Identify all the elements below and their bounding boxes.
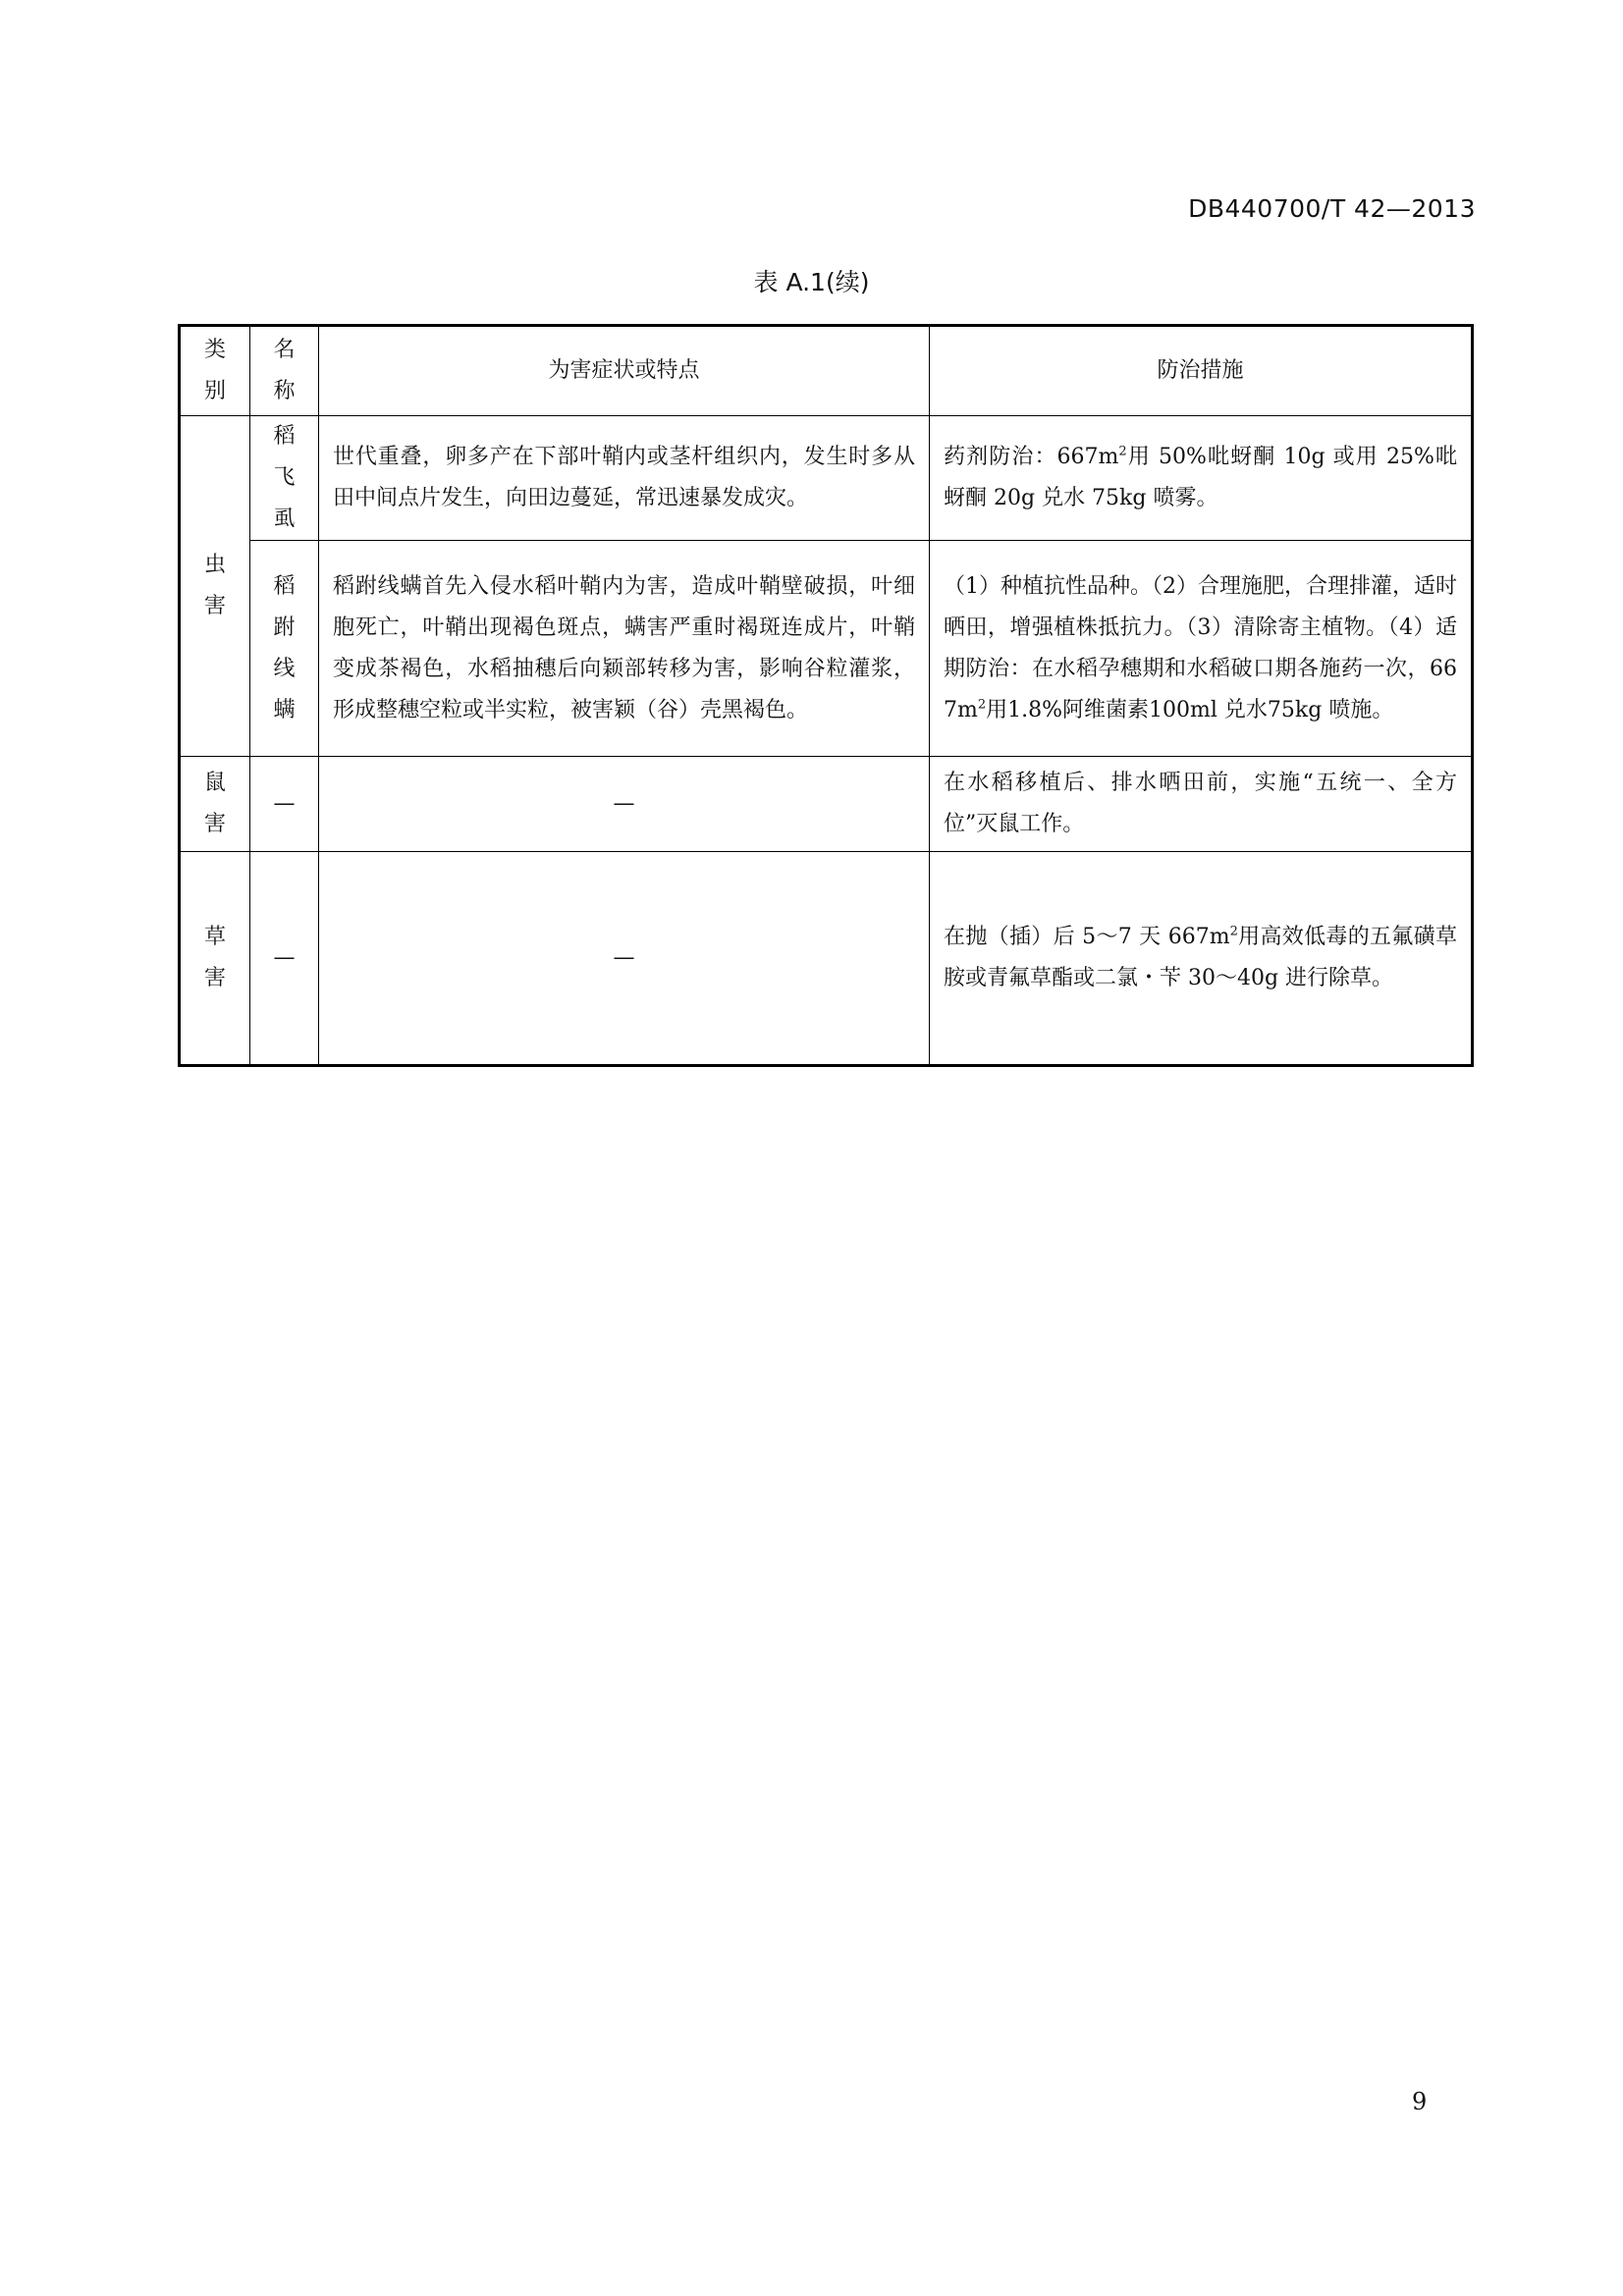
control-cell-rodent: 在水稻移植后、排水晒田前，实施“五统一、全方位”灭鼠工作。 xyxy=(930,757,1473,852)
symptoms-cell-weed: — xyxy=(319,852,930,1066)
table-header-row xyxy=(180,326,1473,416)
name-cell-rodent: — xyxy=(250,757,319,852)
document-code: DB440700/T 42—2013 xyxy=(1188,194,1476,223)
header-name: 名称 xyxy=(250,326,319,416)
table-row xyxy=(180,416,1473,541)
category-cell-weed: 草害 xyxy=(180,852,250,1066)
control-cell-planthopper: 药剂防治：$667m^2$用 50%吡蚜酮 10g 或用 25%吡蚜酮 20g 兑水 75kg 喷雾。 xyxy=(930,416,1473,541)
name-cell-planthopper: 稻飞虱 xyxy=(250,416,319,541)
symptoms-cell-rodent: — xyxy=(319,757,930,852)
control-cell-mite: （1）种植抗性品种。（2）合理施肥，合理排灌，适时晒田，增强植株抵抗力。（3）清除寄主植物。（4）适期防治：在水稻孕穗期和水稻破口期各施药一次，$667m^2$用1.8%阿维菌素100ml 兑水75kg 喷施。 xyxy=(930,541,1473,757)
header-category: 类别 xyxy=(180,326,250,416)
category-cell-insect: 虫害 xyxy=(180,416,250,757)
table-row xyxy=(180,852,1473,1066)
name-cell-weed: — xyxy=(250,852,319,1066)
header-control: 防治措施 xyxy=(930,326,1473,416)
table-title: 表 A.1(续) xyxy=(753,268,870,296)
table-row xyxy=(180,541,1473,757)
pest-control-table xyxy=(178,324,1474,1067)
category-cell-rodent: 鼠害 xyxy=(180,757,250,852)
name-cell-mite: 稻跗线螨 xyxy=(250,541,319,757)
header-symptoms: 为害症状或特点 xyxy=(319,326,930,416)
control-cell-weed: 在抛（插）后 5～7 天 $667m^2$用高效低毒的五氟磺草胺或青氟草酯或二氯・苄 30～40g 进行除草。 xyxy=(930,852,1473,1066)
symptoms-cell-mite: 稻跗线螨首先入侵水稻叶鞘内为害，造成叶鞘壁破损，叶细胞死亡，叶鞘出现褐色斑点，螨害严重时褐斑连成片，叶鞘变成茶褐色，水稻抽穗后向颖部转移为害，影响谷粒灌浆，形成整穗空粒或半实粒，被害颖（谷）壳黑褐色。 xyxy=(319,541,930,757)
symptoms-cell-planthopper: 世代重叠，卵多产在下部叶鞘内或茎杆组织内，发生时多从田中间点片发生，向田边蔓延，常迅速暴发成灾。 xyxy=(319,416,930,541)
page-number: 9 xyxy=(1412,2088,1428,2115)
table-row xyxy=(180,757,1473,852)
